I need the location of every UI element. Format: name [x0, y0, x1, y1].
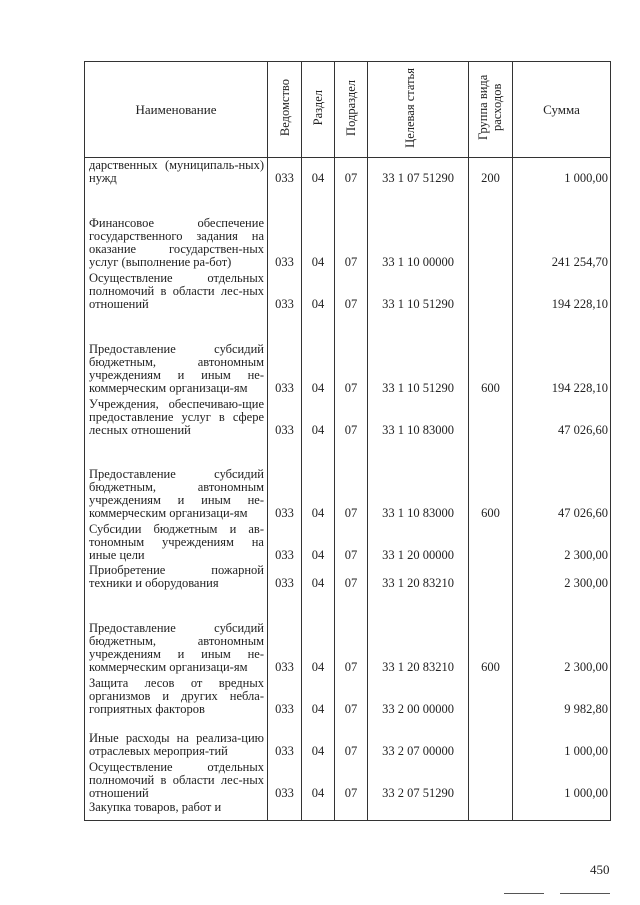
- cell-dept: 033: [268, 396, 302, 438]
- table-row: [85, 563, 611, 591]
- cell-name: Предоставление субсидий бюджетным, автономным учреждениям и иным не-коммерческим организаци-ям: [85, 312, 268, 396]
- cell-section: 04: [302, 396, 335, 438]
- cell-dept: 033: [268, 717, 302, 759]
- header-subsection: Подраздел: [335, 62, 368, 158]
- cell-target: 33 1 10 51290: [368, 312, 469, 396]
- cell-name: Субсидии бюджетным и ав-тономным учреждениям на иные цели: [85, 521, 268, 563]
- cell-dept: 033: [268, 675, 302, 717]
- cell-section: 04: [302, 312, 335, 396]
- cell-subsection: 07: [335, 186, 368, 270]
- cell-subsection: 07: [335, 591, 368, 675]
- table-row: [85, 675, 611, 717]
- cell-group: [469, 186, 513, 270]
- cell-subsection: 07: [335, 563, 368, 591]
- cell-amount: 241 254,70: [513, 186, 611, 270]
- cell-section: 04: [302, 717, 335, 759]
- cell-section: 04: [302, 186, 335, 270]
- cell-group: 600: [469, 438, 513, 521]
- cell-section: 04: [302, 438, 335, 521]
- header-name: Наименование: [85, 62, 268, 158]
- cell-group: [469, 396, 513, 438]
- table-row: [85, 270, 611, 312]
- cell-name: Закупка товаров, работ и: [85, 801, 268, 821]
- cell-name: Финансовое обеспечение государственного задания на оказание государствен-ных услуг (выполнение ра-бот): [85, 186, 268, 270]
- footer-rule-left: [504, 893, 544, 894]
- cell-amount: 194 228,10: [513, 270, 611, 312]
- cell-dept: 033: [268, 186, 302, 270]
- cell-group: [469, 521, 513, 563]
- cell-name: дарственных (муниципаль-ных) нужд: [85, 158, 268, 186]
- header-expense-group: Группа вида расходов: [469, 62, 513, 158]
- cell-amount: [513, 801, 611, 821]
- cell-amount: 1 000,00: [513, 158, 611, 186]
- cell-name: Иные расходы на реализа-цию отраслевых мероприя-тий: [85, 717, 268, 759]
- cell-dept: 033: [268, 759, 302, 801]
- cell-amount: 1 000,00: [513, 759, 611, 801]
- cell-group: 600: [469, 591, 513, 675]
- cell-target: 33 1 10 51290: [368, 270, 469, 312]
- cell-subsection: 07: [335, 158, 368, 186]
- cell-amount: 194 228,10: [513, 312, 611, 396]
- cell-name: Осуществление отдельных полномочий в области лес-ных отношений: [85, 759, 268, 801]
- header-amount: Сумма: [513, 62, 611, 158]
- cell-amount: 2 300,00: [513, 563, 611, 591]
- table-header-row: [85, 62, 611, 158]
- table-row: [85, 801, 611, 821]
- cell-amount: 2 300,00: [513, 591, 611, 675]
- cell-dept: 033: [268, 591, 302, 675]
- cell-section: 04: [302, 675, 335, 717]
- cell-name: Предоставление субсидий бюджетным, автономным учреждениям и иным не-коммерческим организаци-ям: [85, 438, 268, 521]
- cell-group: [469, 563, 513, 591]
- table-row: [85, 396, 611, 438]
- cell-target: 33 1 20 83210: [368, 563, 469, 591]
- cell-subsection: 07: [335, 438, 368, 521]
- table-row: [85, 186, 611, 270]
- header-department: Ведомство: [268, 62, 302, 158]
- cell-section: 04: [302, 270, 335, 312]
- cell-dept: [268, 801, 302, 821]
- table-row: [85, 438, 611, 521]
- cell-subsection: [335, 801, 368, 821]
- cell-subsection: 07: [335, 396, 368, 438]
- budget-table: [84, 61, 611, 821]
- cell-target: 33 1 10 00000: [368, 186, 469, 270]
- cell-amount: 1 000,00: [513, 717, 611, 759]
- table-row: [85, 521, 611, 563]
- table-row: [85, 591, 611, 675]
- cell-amount: 47 026,60: [513, 438, 611, 521]
- cell-target: 33 2 07 51290: [368, 759, 469, 801]
- cell-name: Учреждения, обеспечиваю-щие предоставление услуг в сфере лесных отношений: [85, 396, 268, 438]
- cell-group: 200: [469, 158, 513, 186]
- cell-target: 33 1 07 51290: [368, 158, 469, 186]
- header-target-article: Целевая статья: [368, 62, 469, 158]
- cell-section: 04: [302, 759, 335, 801]
- cell-name: Осуществление отдельных полномочий в области лес-ных отношений: [85, 270, 268, 312]
- cell-dept: 033: [268, 312, 302, 396]
- cell-subsection: 07: [335, 312, 368, 396]
- cell-group: [469, 270, 513, 312]
- cell-target: 33 1 20 00000: [368, 521, 469, 563]
- table-row: [85, 158, 611, 186]
- cell-target: 33 1 10 83000: [368, 396, 469, 438]
- cell-amount: 47 026,60: [513, 396, 611, 438]
- cell-amount: 2 300,00: [513, 521, 611, 563]
- cell-dept: 033: [268, 438, 302, 521]
- cell-subsection: 07: [335, 270, 368, 312]
- cell-group: [469, 759, 513, 801]
- cell-group: [469, 801, 513, 821]
- cell-subsection: 07: [335, 759, 368, 801]
- header-section: Раздел: [302, 62, 335, 158]
- cell-name: Защита лесов от вредных организмов и других небла-гоприятных факторов: [85, 675, 268, 717]
- cell-section: 04: [302, 591, 335, 675]
- footer-rule-right: [560, 893, 610, 894]
- cell-dept: 033: [268, 158, 302, 186]
- cell-target: 33 1 20 83210: [368, 591, 469, 675]
- cell-target: 33 2 07 00000: [368, 717, 469, 759]
- cell-section: 04: [302, 521, 335, 563]
- cell-dept: 033: [268, 563, 302, 591]
- cell-subsection: 07: [335, 717, 368, 759]
- cell-group: [469, 717, 513, 759]
- cell-section: 04: [302, 158, 335, 186]
- cell-group: [469, 675, 513, 717]
- cell-target: 33 1 10 83000: [368, 438, 469, 521]
- page-number: 450: [590, 862, 610, 877]
- cell-dept: 033: [268, 270, 302, 312]
- cell-group: 600: [469, 312, 513, 396]
- table-row: [85, 717, 611, 759]
- cell-section: [302, 801, 335, 821]
- cell-amount: 9 982,80: [513, 675, 611, 717]
- cell-subsection: 07: [335, 675, 368, 717]
- cell-subsection: 07: [335, 521, 368, 563]
- cell-name: Предоставление субсидий бюджетным, автономным учреждениям и иным не-коммерческим организаци-ям: [85, 591, 268, 675]
- table-row: [85, 312, 611, 396]
- table-row: [85, 759, 611, 801]
- cell-dept: 033: [268, 521, 302, 563]
- cell-target: 33 2 00 00000: [368, 675, 469, 717]
- cell-section: 04: [302, 563, 335, 591]
- cell-target: [368, 801, 469, 821]
- cell-name: Приобретение пожарной техники и оборудования: [85, 563, 268, 591]
